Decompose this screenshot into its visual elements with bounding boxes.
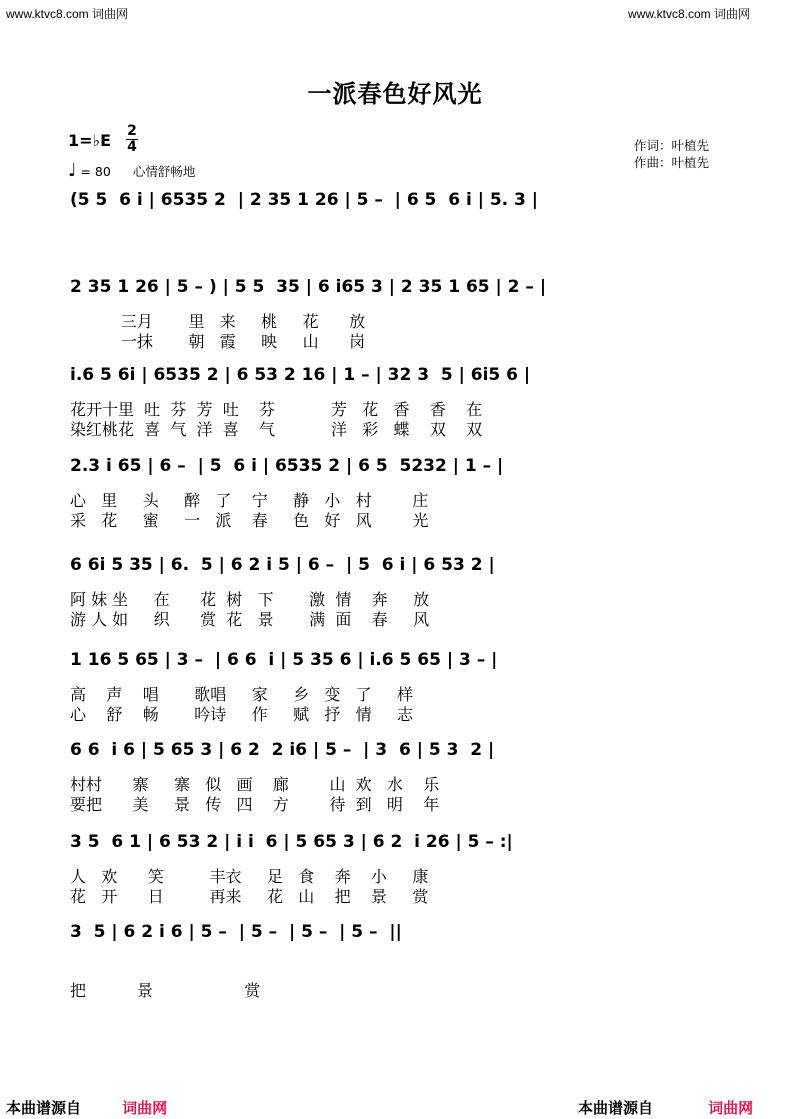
notation-line: (5 5 6 i | 6535 2 | 2 35 1 26 | 5 – | 6 5 6 i | 5. 3 |	[70, 190, 539, 210]
lyricist: 作词：叶植先	[634, 138, 710, 153]
site-watermark-right: www.ktvc8.com 词曲网	[628, 7, 751, 21]
footer-left-link[interactable]: 词曲网	[122, 1099, 168, 1117]
footer-left-text: 本曲谱源自	[6, 1099, 82, 1117]
notation-line: 2.3 i 65 | 6 – | 5 6 i | 6535 2 | 6 5 5232 | 1 – |	[70, 456, 504, 476]
lyric-line-verse-1: 阿 妹 坐 在 花 树 下 激 情 奔 放	[70, 590, 430, 609]
lyric-line-verse-2: 心 舒 畅 吟诗 作 赋 抒 情 志	[70, 705, 414, 724]
lyric-line-verse-1: 高 声 唱 歌唱 家 乡 变 了 样	[70, 685, 414, 704]
notation-row	[70, 740, 732, 770]
notation-row	[70, 365, 732, 395]
notation-line: i.6 5 6i | 6535 2 | 6 53 2 16 | 1 – | 32 3 5 | 6i5 6 |	[70, 365, 531, 385]
lyric-line-verse-2: 染红桃花 喜 气 洋 喜 气 洋 彩 蝶 双 双	[70, 420, 483, 439]
footer-right-text: 本曲谱源自	[578, 1099, 654, 1117]
coda-lyric: 把 景 赏	[70, 981, 261, 1000]
notation-row	[70, 456, 732, 486]
lyric-line-verse-1: 花开十里 吐 芬 芳 吐 芬 芳 花 香 香 在	[70, 400, 483, 419]
notation-row	[70, 832, 732, 862]
notation-row	[70, 277, 732, 307]
tempo-value: = 80	[80, 164, 111, 179]
footer-right	[578, 1097, 753, 1118]
notation-row	[70, 650, 732, 680]
notation-line: 3 5 | 6 2 i 6 | 5 – | 5 – | 5 – | 5 – ||	[70, 922, 402, 942]
notation-row	[70, 190, 732, 220]
footer-left	[6, 1097, 167, 1118]
lyric-line-verse-2: 游 人 如 织 赏 花 景 满 面 春 风	[70, 610, 430, 629]
lyric-line-verse-2: 一抹 朝 霞 映 山 岗	[70, 332, 366, 351]
lyric-line-verse-1: 村村 寨 寨 似 画 廊 山 欢 水 乐	[70, 775, 440, 794]
notation-row	[70, 555, 732, 585]
lyric-line-verse-1: 人 欢 笑 丰衣 足 食 奔 小 康	[70, 867, 429, 886]
notation-line: 1 16 5 65 | 3 – | 6 6 i | 5 35 6 | i.6 5 65 | 3 – |	[70, 650, 498, 670]
footer-right-link[interactable]: 词曲网	[708, 1099, 754, 1117]
lyric-line-verse-2: 花 开 日 再来 花 山 把 景 赏	[70, 887, 429, 906]
notation-row	[70, 922, 732, 952]
notation-line: 3 5 6 1 | 6 53 2 | i i 6 | 5 65 3 | 6 2 i 26 | 5 – :|	[70, 832, 513, 852]
notation-line: 2 35 1 26 | 5 – ) | 5 5 35 | 6 i65 3 | 2 35 1 65 | 2 – |	[70, 277, 547, 297]
lyric-line-verse-2: 采 花 蜜 一 派 春 色 好 风 光	[70, 511, 429, 530]
lyric-line-verse-2: 要把 美 景 传 四 方 待 到 明 年	[70, 795, 440, 814]
site-watermark-left: www.ktvc8.com 词曲网	[6, 7, 129, 21]
quarter-note-icon: ♩	[68, 160, 77, 181]
notation-line: 6 6 i 6 | 5 65 3 | 6 2 2 i6 | 5 – | 3 6 | 5 3 2 |	[70, 740, 495, 760]
time-sig-top: 2	[127, 123, 137, 139]
time-signature	[126, 124, 138, 155]
expression-mark: 心情舒畅地	[132, 164, 196, 179]
key-signature: 1=♭E	[68, 131, 112, 150]
time-sig-bottom: 4	[127, 139, 137, 155]
composer: 作曲：叶植先	[634, 155, 710, 170]
tempo-marking	[68, 160, 195, 181]
lyric-line-verse-1: 三月 里 来 桃 花 放	[70, 312, 366, 331]
notation-line: 6 6i 5 35 | 6. 5 | 6 2 i 5 | 6 – | 5 6 i | 6 53 2 |	[70, 555, 495, 575]
lyric-line-verse-1: 心 里 头 醉 了 宁 静 小 村 庄	[70, 491, 429, 510]
song-title: 一派春色好风光	[307, 80, 483, 108]
